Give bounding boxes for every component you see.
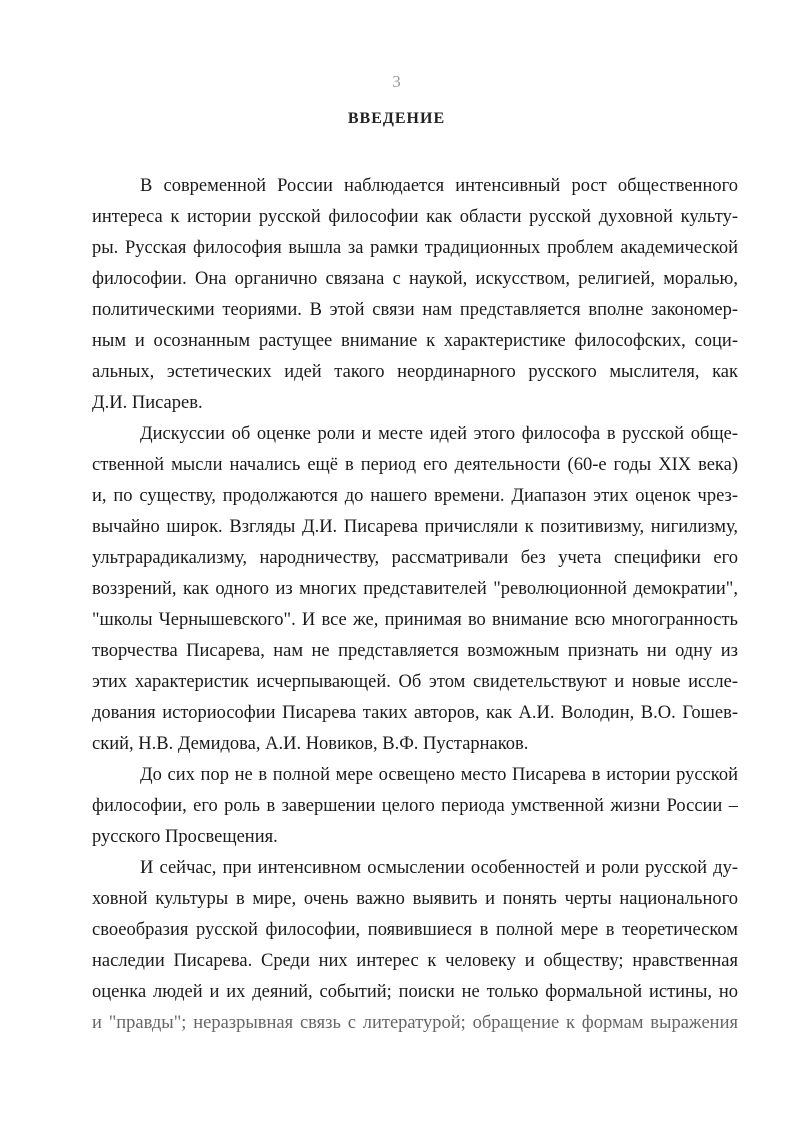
text-line: интереса к истории русской философии как области русской духовной культу- [92, 207, 738, 227]
text-line: философии. Она органично связана с наукой, искусством, религией, моралью, [92, 269, 738, 289]
paragraph [92, 760, 738, 853]
text-line: В современной России наблюдается интенсивный рост общественного [140, 176, 738, 196]
section-title: ВВЕДЕНИЕ [347, 110, 446, 127]
text-line: Дискуссии об оценке роли и месте идей этого философа в русской обще- [140, 424, 738, 444]
paragraph [92, 853, 738, 1039]
text-line: наследии Писарева. Среди них интерес к человеку и обществу; нравственная [92, 951, 738, 971]
text-line: альных, эстетических идей такого неординарного русского мыслителя, как [92, 362, 738, 382]
text-line: Д.И. Писарев. [92, 393, 203, 413]
text-line: оценка людей и их деяний, событий; поиски не только формальной истины, но [92, 982, 738, 1002]
text-line: ры. Русская философия вышла за рамки традиционных проблем академической [92, 238, 738, 258]
text-line: ский, Н.В. Демидова, А.И. Новиков, В.Ф. Пустарнаков. [92, 734, 529, 754]
paragraph [92, 419, 738, 760]
text-line: дования историософии Писарева таких авторов, как А.И. Володин, В.О. Гошев- [92, 703, 738, 723]
text-line: ственной мысли начались ещё в период его деятельности (60-е годы XIX века) [92, 455, 738, 475]
text-line: И сейчас, при интенсивном осмыслении особенностей и роли русской ду- [140, 858, 738, 878]
text-line: русского Просвещения. [92, 827, 278, 847]
page-number: 3 [392, 72, 401, 91]
text-line: своеобразия русской философии, появившиеся в полной мере в теоретическом [92, 920, 738, 940]
text-line: этих характеристик исчерпывающей. Об этом свидетельствуют и новые иссле- [92, 672, 738, 692]
text-line: воззрений, как одного из многих представителей "революционной демократии", [92, 579, 738, 599]
text-line: ным и осознанным растущее внимание к характеристике философских, соци- [92, 331, 738, 351]
text-line: вычайно широк. Взгляды Д.И. Писарева причисляли к позитивизму, нигилизму, [92, 517, 738, 537]
paragraph [92, 171, 738, 419]
text-line: творчества Писарева, нам не представляется возможным признать ни одну из [92, 641, 738, 661]
text-line: "школы Чернышевского". И все же, принимая во внимание всю многогранность [92, 610, 738, 630]
text-line: и, по существу, продолжаются до нашего времени. Диапазон этих оценок чрез- [92, 486, 738, 506]
text-line: философии, его роль в завершении целого периода умственной жизни России – [92, 796, 738, 816]
document-body [92, 171, 738, 1039]
text-line: политическими теориями. В этой связи нам представляется вполне закономер- [92, 300, 738, 320]
text-line: До сих пор не в полной мере освещено место Писарева в истории русской [140, 765, 738, 785]
text-line: и "правды"; неразрывная связь с литературой; обращение к формам выражения [92, 1013, 738, 1033]
text-line: ультрарадикализму, народничеству, рассматривали без учета специфики его [92, 548, 738, 568]
text-line: ховной культуры в мире, очень важно выявить и понять черты национального [92, 889, 738, 909]
